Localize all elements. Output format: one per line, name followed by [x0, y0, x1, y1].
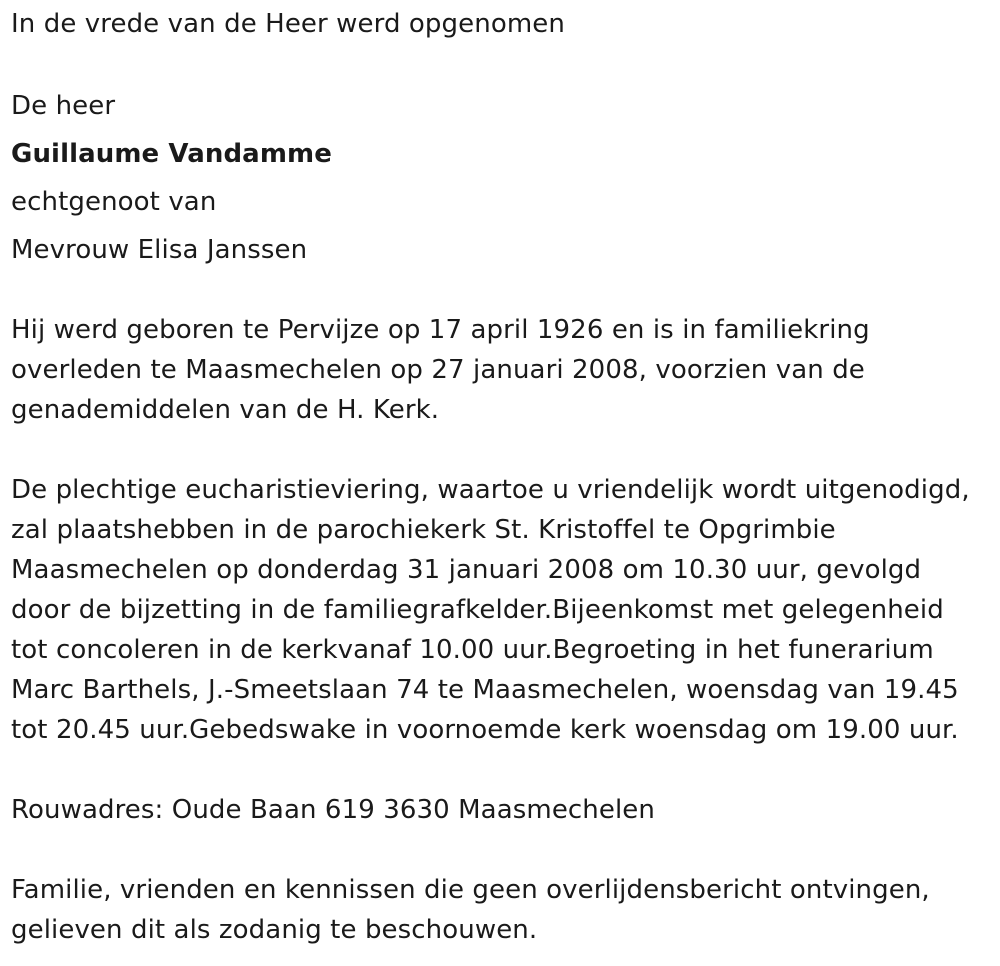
relation-line: echtgenoot van [11, 187, 217, 217]
spouse-name: Mevrouw Elisa Janssen [11, 235, 308, 265]
mourning-address: Rouwadres: Oude Baan 619 3630 Maasmechelen [11, 795, 655, 825]
paragraph-line: overleden te Maasmechelen op 27 januari 2008, voorzien van de [11, 355, 865, 385]
paragraph-line: Hij werd geboren te Pervijze op 17 april 1926 en is in familiekring [11, 315, 870, 345]
birth-death-paragraph [11, 310, 991, 430]
opening-line: In de vrede van de Heer werd opgenomen [11, 9, 565, 39]
paragraph-line: De plechtige eucharistieviering, waartoe u vriendelijk wordt uitgenodigd, [11, 475, 970, 505]
obituary-notice [11, 0, 991, 950]
paragraph-line: genademiddelen van de H. Kerk. [11, 395, 440, 425]
spacer [11, 430, 991, 470]
paragraph-line: gelieven dit als zodanig te beschouwen. [11, 915, 538, 945]
spacer [11, 750, 991, 790]
paragraph-line: tot 20.45 uur.Gebedswake in voornoemde kerk woensdag om 19.00 uur. [11, 715, 959, 745]
paragraph-line: door de bijzetting in de familiegrafkelder.Bijeenkomst met gelegenheid [11, 595, 944, 625]
paragraph-line: Maasmechelen op donderdag 31 januari 2008 om 10.30 uur, gevolgd [11, 555, 922, 585]
closing-paragraph [11, 870, 991, 950]
spacer [11, 44, 991, 86]
paragraph-line: Marc Barthels, J.-Smeetslaan 74 te Maasmechelen, woensdag van 19.45 [11, 675, 959, 705]
salutation: De heer [11, 91, 116, 121]
paragraph-line: tot concoleren in de kerkvanaf 10.00 uur.Begroeting in het funerarium [11, 635, 934, 665]
paragraph-line: zal plaatshebben in de parochiekerk St. Kristoffel te Opgrimbie [11, 515, 836, 545]
paragraph-line: Familie, vrienden en kennissen die geen overlijdensbericht ontvingen, [11, 875, 930, 905]
spacer [11, 830, 991, 870]
spacer [11, 270, 991, 310]
deceased-name: Guillaume Vandamme [11, 139, 332, 169]
ceremony-paragraph [11, 470, 991, 750]
